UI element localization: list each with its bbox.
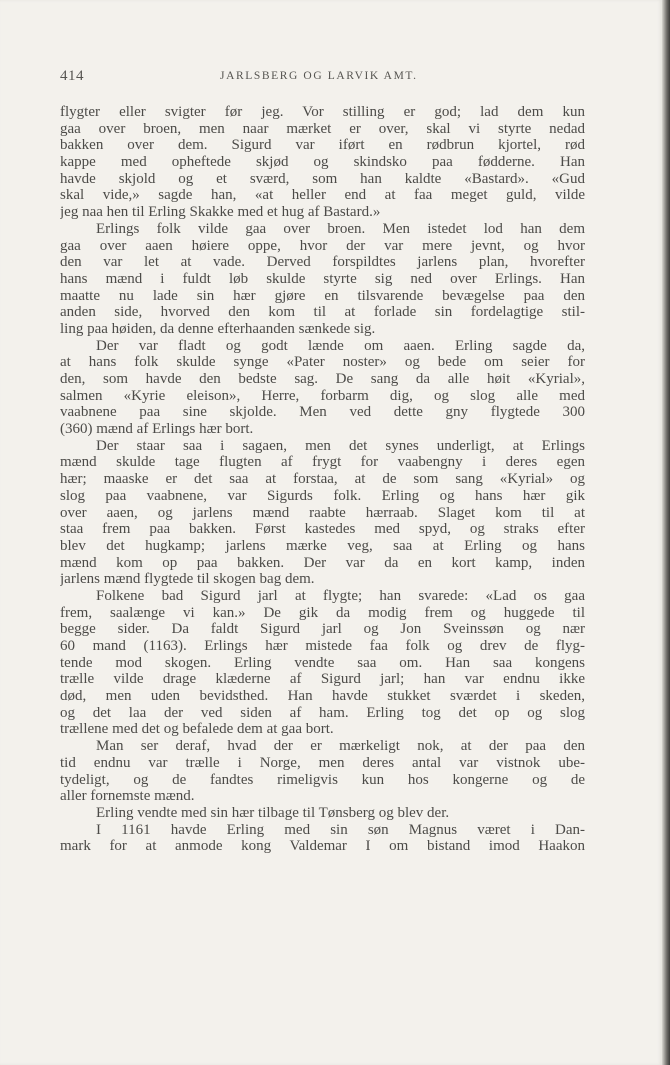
- text-line: tende mod skogen. Erling vendte saa om. Han saa kongens: [60, 654, 585, 671]
- text-line: tid endnu var trælle i Norge, men deres antal var vistnok ube-: [60, 754, 585, 771]
- text-line: Der var fladt og godt lænde om aaen. Erling sagde da,: [96, 337, 585, 354]
- text-line: mænd skulde tage flugten af frygt for vaabengny i deres egen: [60, 454, 585, 471]
- page-edge-shadow: [662, 0, 670, 1065]
- text-line: gaa over broen, men naar mærket er over, skal vi styrte nedad: [60, 120, 585, 137]
- text-line: den, som havde den bedste sag. De sang da alle høit «Kyrial»,: [60, 371, 585, 387]
- text-line: den var let at vade. Derved forspildtes jarlens plan, hvorefter: [60, 254, 585, 271]
- text-line: ling paa høiden, da denne efterhaanden sænkede sig.: [60, 320, 376, 337]
- text-line: og det laa der ved siden af ham. Erling tog det op og slog: [60, 704, 585, 721]
- text-line: tydeligt, og de fandtes rimeligvis kun hos kongerne og de: [60, 771, 585, 788]
- running-title: JARLSBERG OG LARVIK AMT.: [220, 70, 418, 82]
- text-line: gaa over aaen høiere oppe, hvor der var mere jevnt, og hvor: [60, 237, 585, 254]
- text-line: salmen «Kyrie eleison», Herre, forbarm dig, og slog alle med: [60, 387, 585, 404]
- text-line: Man ser deraf, hvad der er mærkeligt nok, at der paa den: [96, 738, 585, 755]
- text-line: maatte nu lade sin hær gjøre en tilsvarende bevægelse paa den: [60, 287, 585, 304]
- text-line: død, men uden bevidsthed. Han havde stukket sværdet i skeden,: [60, 688, 585, 705]
- text-line: over aaen, og jarlens mænd raabte hærraab. Slaget kom til at: [60, 504, 585, 521]
- text-line: bakken over dem. Sigurd var iført en rødbrun kjortel, rød: [60, 137, 585, 154]
- text-line: flygter eller svigter før jeg. Vor stilling er god; lad dem kun: [60, 104, 585, 120]
- text-line: Der staar saa i sagaen, men det synes underligt, at Erlings: [96, 437, 585, 454]
- text-line: mænd kom op paa bakken. Der var da en kort kamp, inden: [60, 554, 585, 571]
- text-line: at hans folk skulde synge «Pater noster» og bede om seier for: [60, 354, 585, 371]
- text-line: jeg naa hen til Erling Skakke med et hug af Bastard.»: [60, 204, 381, 221]
- text-line: aller fornemste mænd.: [60, 788, 195, 805]
- text-line: frem, saalænge vi kan.» De gik da modig frem og huggede til: [60, 604, 585, 621]
- text-line: (360) mænd af Erlings hær bort.: [60, 421, 254, 438]
- text-line: blev det hugkamp; jarlens mærke veg, saa at Erling og hans: [60, 537, 585, 554]
- text-line: begge sider. Da faldt Sigurd jarl og Jon Sveinssøn og nær: [60, 621, 585, 638]
- text-line: staa frem paa bakken. Først kastedes med spyd, og straks efter: [60, 521, 585, 538]
- text-line: kappe med opheftede skjød og skindsko paa fødderne. Han: [60, 154, 585, 171]
- text-line: Erling vendte med sin hær tilbage til Tønsberg og blev der.: [96, 804, 450, 821]
- body-text: [60, 104, 585, 855]
- text-line: hær; maaske er det saa at forstaa, at de som sang «Kyrial» og: [60, 471, 585, 488]
- text-line: I 1161 havde Erling med sin søn Magnus været i Dan-: [96, 821, 585, 838]
- text-line: jarlens mænd flygtede til skogen bag dem.: [60, 571, 315, 588]
- text-line: havde skjold og et sværd, som han kaldte «Bastard». «Gud: [60, 170, 585, 187]
- text-line: 60 mand (1163). Erlings hær mistede faa folk og drev de flyg-: [60, 638, 585, 654]
- text-line: Folkene bad Sigurd jarl at flygte; han svarede: «Lad os gaa: [96, 587, 585, 604]
- text-line: trællene med det og befalede dem at gaa bort.: [60, 721, 334, 738]
- text-line: anden side, hvorved den kom til at forlade sin fordelagtige stil-: [60, 304, 585, 321]
- page-number: 414: [60, 68, 84, 84]
- text-line: hans mænd i fuldt løb skulde styrte sig ned over Erlings. Han: [60, 270, 585, 287]
- running-head: [60, 68, 585, 86]
- text-line: mark for at anmode kong Valdemar I om bistand imod Haakon: [60, 838, 585, 855]
- text-line: vaabnene paa sine skjolde. Men ved dette gny flygtede 300: [60, 404, 585, 421]
- text-line: skal vide,» sagde han, «at heller end at faa meget guld, vilde: [60, 187, 585, 204]
- text-line: slog paa vaabnene, var Sigurds folk. Erling og hans hær gik: [60, 487, 585, 504]
- text-line: Erlings folk vilde gaa over broen. Men istedet lod han dem: [96, 220, 585, 237]
- text-line: trælle vilde drage klæderne af Sigurd jarl; han var endnu ikke: [60, 671, 585, 688]
